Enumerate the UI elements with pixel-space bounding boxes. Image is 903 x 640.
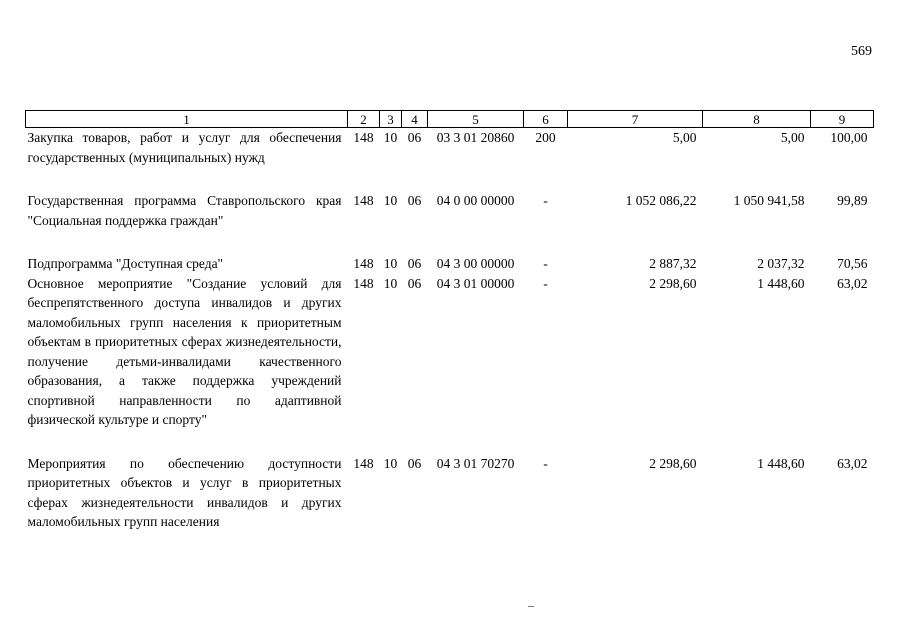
row-c3: 10 [383,455,398,471]
table-row [26,191,874,230]
col-header-1: 1 [26,111,348,128]
row-c5: 04 3 00 00000 [436,256,515,271]
header-row [26,111,874,128]
table-row [26,274,874,430]
col-header-5: 5 [428,111,524,128]
row-name: Подпрограмма "Доступная среда" [27,256,224,271]
row-c8: 1 448,60 [757,455,805,471]
row-c7: 5,00 [672,130,697,145]
row-c4: 06 [407,455,422,471]
scan-mark [528,606,534,607]
row-c3: 10 [383,256,398,271]
row-name: Государственная программа Ставропольского края "Социальная поддержка граждан" [27,193,342,228]
row-c8: 2 037,32 [757,256,805,271]
row-name: Мероприятия по обеспечению доступности приоритетных объектов и услуг в приоритетных сферах жизнедеятельности инвалидов и других маломобильных групп населения [27,455,342,529]
row-c7: 1 052 086,22 [625,193,697,208]
row-c4: 06 [407,193,422,208]
row-c7: 2 887,32 [649,256,697,271]
row-c9: 99,89 [837,193,868,208]
row-c5: 03 3 01 20860 [436,130,515,145]
row-c6: - [543,256,548,271]
table-row [26,128,874,168]
row-c2: 148 [353,130,374,145]
row-c2: 148 [353,193,374,208]
col-header-7: 7 [568,111,703,128]
row-c8: 1 050 941,58 [733,193,805,208]
row-c9: 63,02 [837,275,868,291]
row-name: Основное мероприятие "Создание условий для беспрепятственного доступа инвалидов и других маломобильных групп населения к приоритетным объектам в приоритетных сферах жизнедеятельности, получение детьми-инвалидами качественного образования, а также поддержка учреждений спортивной направленности по адаптивной физической культуре и спорту" [27,275,342,427]
row-c6: - [543,275,548,291]
row-c6: 200 [535,130,556,145]
col-header-8: 8 [703,111,811,128]
row-c3: 10 [383,275,398,291]
row-c6: - [543,455,548,471]
row-c4: 06 [407,130,422,145]
table-row [26,254,874,274]
row-c5: 04 3 01 00000 [436,275,515,291]
row-name: Закупка товаров, работ и услуг для обеспечения государственных (муниципальных) нужд [27,130,342,165]
col-header-2: 2 [348,111,380,128]
col-header-6: 6 [524,111,568,128]
row-c8: 1 448,60 [757,275,805,291]
row-c8: 5,00 [780,130,805,145]
row-c9: 63,02 [837,455,868,471]
budget-table [25,110,874,532]
page-number: 569 [851,44,872,59]
row-c2: 148 [353,256,374,271]
col-header-4: 4 [402,111,428,128]
row-c5: 04 0 00 00000 [436,193,515,208]
row-c9: 100,00 [830,130,868,145]
table-row [26,454,874,532]
col-header-9: 9 [811,111,874,128]
row-c6: - [543,193,548,208]
row-c2: 148 [353,455,374,471]
row-c2: 148 [353,275,374,291]
row-c3: 10 [383,193,398,208]
row-c5: 04 3 01 70270 [436,455,515,471]
row-c9: 70,56 [837,256,868,271]
row-c4: 06 [407,275,422,291]
row-c4: 06 [407,256,422,271]
row-c3: 10 [383,130,398,145]
row-c7: 2 298,60 [649,275,697,291]
col-header-3: 3 [380,111,402,128]
row-c7: 2 298,60 [649,455,697,471]
